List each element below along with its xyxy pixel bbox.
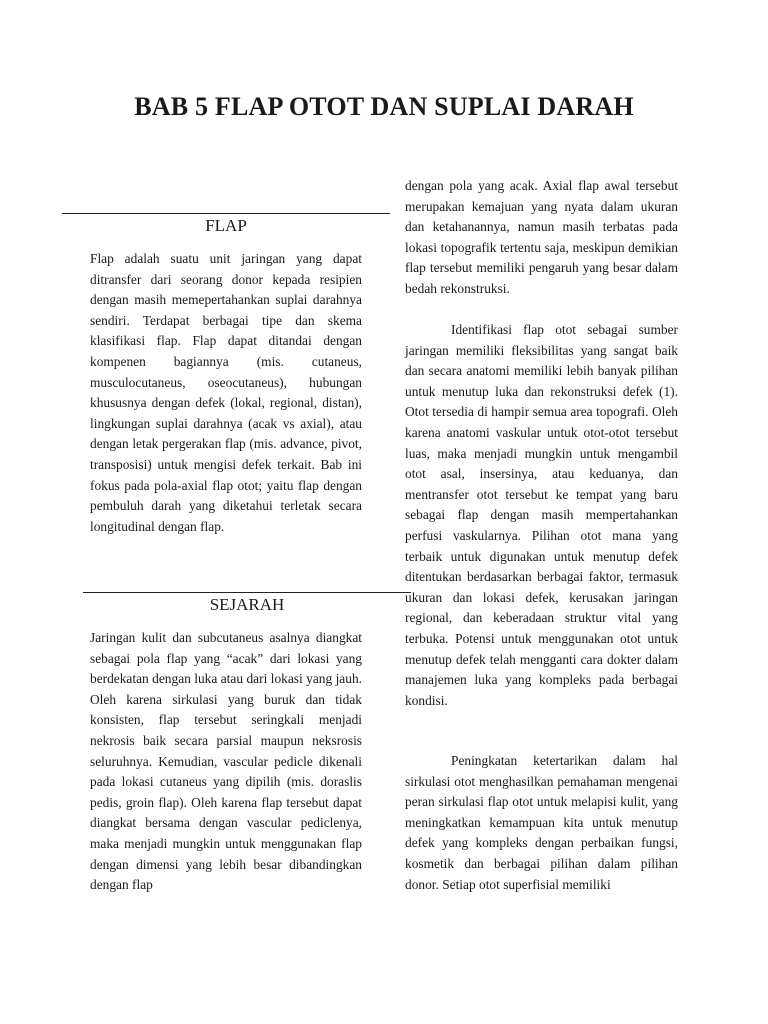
right-column-paragraph-1: dengan pola yang acak. Axial flap awal tersebut merupakan kemajuan yang nyata dalam ukuran dan ketahanannya, namun masih terbatas pada lokasi topografik tertentu saja, meskipun demikian flap tersebut memiliki pengaruh yang besar dalam bedah rekonstruksi. [405,178,678,296]
page-title: BAB 5 FLAP OTOT DAN SUPLAI DARAH [134,92,634,121]
sejarah-paragraph: Jaringan kulit dan subcutaneus asalnya diangkat sebagai pola flap yang “acak” dari lokasi yang berdekatan dengan luka atau dari lokasi yang jauh. Oleh karena sirkulasi yang buruk dan tidak konsisten, flap tersebut seringkali menjadi nekrosis baik secara parsial maupun neksrosis seluruhnya. Kemudian, vascular pedicle dikenali pada lokasi cutaneus yang dipilih (mis. doraslis pedis, groin flap). Oleh karena flap tersebut dapat diangkat bersama dengan vascular pediclenya, maka menjadi mungkin untuk menggunakan flap dengan dimensi yang lebih besar dibandingkan dengan flap [90,630,362,893]
section-heading-flap: FLAP [205,216,247,235]
section-rule-flap [62,213,390,214]
section-heading-sejarah: SEJARAH [209,595,285,614]
right-column-paragraph-2: Identifikasi flap otot sebagai sumber jaringan memiliki fleksibilitas yang sangat baik dan secara anatomi memiliki lebih banyak pilihan untuk menutup luka dan rekonstruksi defek (1). Otot tersedia di hampir semua area topografi. Oleh karena anatomi vaskular untuk otot-otot tersebut luas, maka menjadi mungkin untuk mengambil otot asal, insersinya, atau keduanya, dan mentransfer otot tersebut ke tempat yang baru sebagai flap dengan masih mempertahankan perfusi vaskularnya. Pilihan otot mana yang terbaik untuk digunakan untuk menutup defek ditentukan berdasarkan berbagai faktor, termasuk ukuran dan lokasi defek, kerusakan jaringan regional, dan keberadaan struktur vital yang terbuka. Potensi untuk menggunakan otot untuk menutup defek telah mengganti cara dokter dalam manajemen luka yang kompleks pada berbagai kondisi. [405,322,678,708]
section-rule-sejarah [83,592,411,593]
flap-paragraph: Flap adalah suatu unit jaringan yang dapat ditransfer dari seorang donor kepada resipien dengan masih memepertahankan suplai darahnya sendiri. Terdapat berbagai tipe dan skema klasifikasi flap. Flap dapat ditandai dengan kompenen bagiannya (mis. cutaneus, musculocutaneus, oseocutaneus), hubungan khususnya dengan defek (lokal, regional, distan), lingkungan suplai darahnya (acak vs axial), atau dengan letak pergerakan flap (mis. advance, pivot, transposisi) untuk mengisi defek terkait. Bab ini fokus pada pola-axial flap otot; yaitu flap dengan pembuluh darah yang diketahui terletak secara longitudinal dengan flap. [90,251,362,534]
right-column-paragraph-3: Peningkatan ketertarikan dalam hal sirkulasi otot menghasilkan pemahaman mengenai peran sirkulasi flap otot untuk melapisi kulit, yang meningkatkan kemampuan kita untuk menutup defek yang kompleks dengan perbaikan fungsi, kosmetik dan berbagai pilihan dalam pilihan donor. Setiap otot superfisial memiliki [405,753,678,892]
